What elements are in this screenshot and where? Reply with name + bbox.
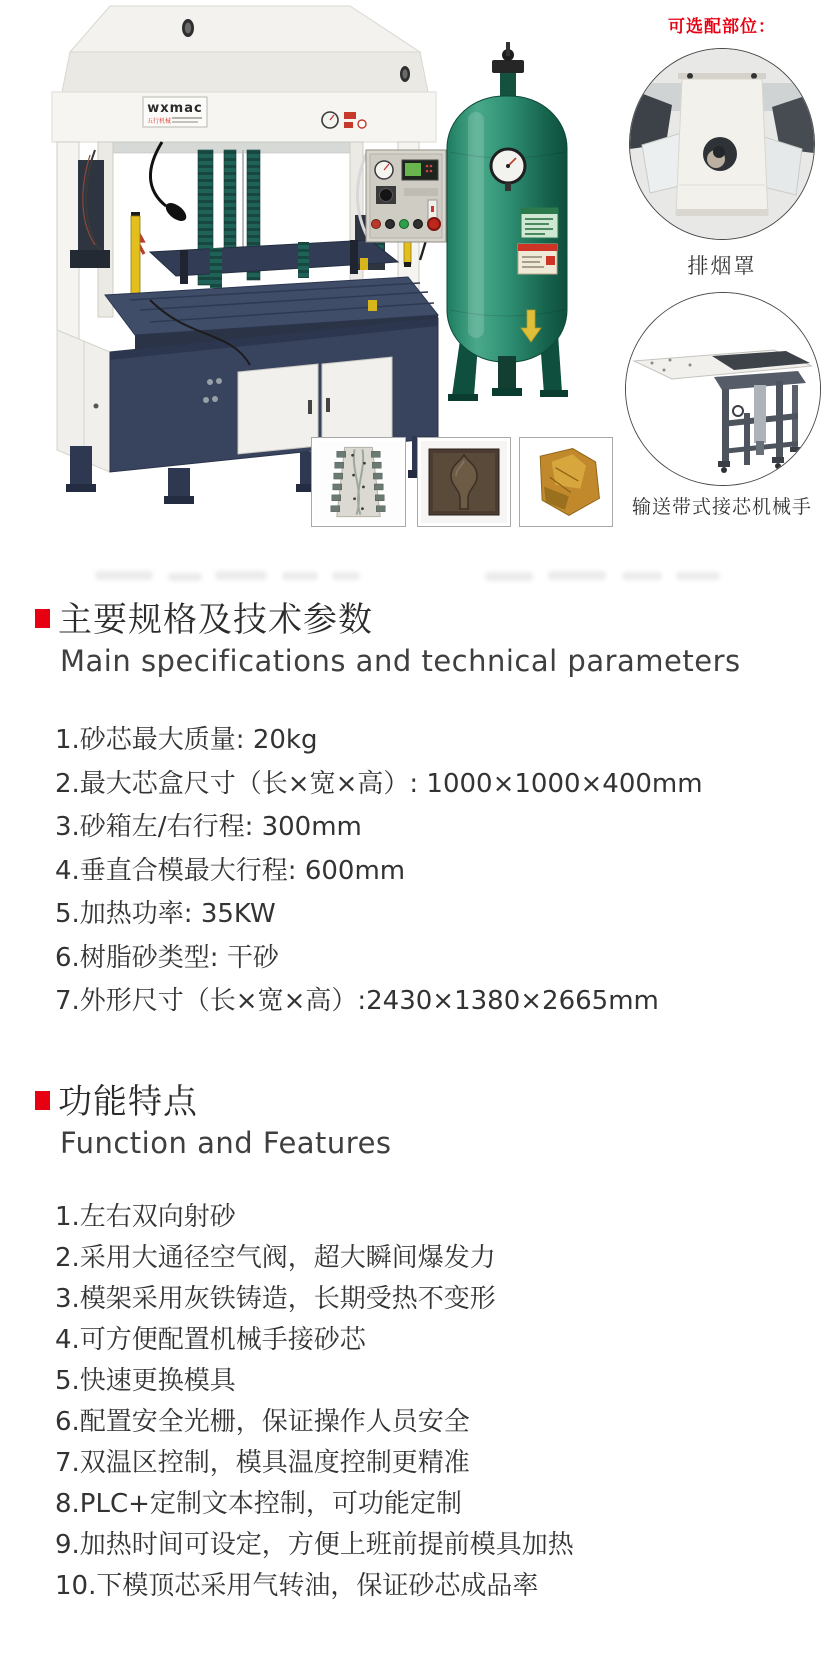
machine-body bbox=[52, 6, 446, 504]
specs-title-en: Main specifications and technical parameters bbox=[60, 644, 741, 678]
optional-parts-title: 可选配部位： bbox=[668, 17, 776, 37]
feature-item: 10.下模顶芯采用气转油，保证砂芯成品率 bbox=[55, 1571, 539, 1601]
brand-sub-text: 五行机械 bbox=[147, 118, 172, 125]
feature-item: 5.快速更换模具 bbox=[55, 1366, 236, 1396]
blow-gun bbox=[150, 142, 189, 225]
spec-item: 6.树脂砂类型: 干砂 bbox=[55, 942, 279, 973]
features-list bbox=[55, 1197, 574, 1607]
specs-title-zh: 主要规格及技术参数 bbox=[58, 600, 373, 640]
tank-warning-label bbox=[518, 244, 557, 274]
features-title-zh: 功能特点 bbox=[58, 1082, 198, 1122]
feature-item: 9.加热时间可设定，方便上班前提前模具加热 bbox=[55, 1530, 574, 1560]
feature-item: 2.采用大通径空气阀，超大瞬间爆发力 bbox=[55, 1243, 496, 1273]
spec-item: 5.加热功率: 35KW bbox=[55, 899, 276, 929]
optional-part-label-exhaust-hood: 排烟罩 bbox=[687, 254, 757, 278]
brand-plate bbox=[143, 97, 207, 127]
optional-part-conveyor-manipulator-image bbox=[625, 292, 821, 486]
feature-item: 7.双温区控制，模具温度控制更精准 bbox=[55, 1448, 470, 1478]
spec-item: 4.垂直合模最大行程: 600mm bbox=[55, 855, 406, 886]
spec-item: 3.砂箱左/右行程: 300mm bbox=[55, 812, 362, 842]
tank-spec-plate bbox=[521, 208, 558, 238]
section-bullet-icon bbox=[35, 609, 50, 628]
features-title-en: Function and Features bbox=[60, 1126, 392, 1160]
feature-item: 3.模架采用灰铁铸造，长期受热不变形 bbox=[55, 1284, 496, 1314]
product-photo-area bbox=[0, 0, 825, 560]
air-tank bbox=[447, 42, 568, 401]
thumbnail-bottle-mold bbox=[417, 437, 511, 527]
feature-item: 6.配置安全光栅，保证操作人员安全 bbox=[55, 1407, 470, 1437]
thumbnail-sand-cores bbox=[519, 437, 613, 527]
control-panel bbox=[366, 150, 446, 242]
thumbnail-core-mold-pins bbox=[311, 437, 406, 527]
section-bullet-icon bbox=[35, 1091, 50, 1110]
feature-item: 4.可方便配置机械手接砂芯 bbox=[55, 1325, 366, 1355]
spec-item: 1.砂芯最大质量: 20kg bbox=[55, 725, 318, 755]
brand-text: wxmac bbox=[147, 101, 203, 116]
feature-item: 8.PLC+定制文本控制，可功能定制 bbox=[55, 1489, 462, 1519]
spec-item: 2.最大芯盒尺寸（长×宽×高）: 1000×1000×400mm bbox=[55, 768, 703, 799]
feature-item: 1.左右双向射砂 bbox=[55, 1202, 236, 1232]
specs-list bbox=[55, 719, 703, 1024]
spec-item: 7.外形尺寸（长×宽×高）:2430×1380×2665mm bbox=[55, 986, 659, 1016]
optional-part-label-conveyor-manipulator: 输送带式接芯机械手 bbox=[631, 496, 812, 518]
optional-part-exhaust-hood-image bbox=[629, 48, 815, 240]
